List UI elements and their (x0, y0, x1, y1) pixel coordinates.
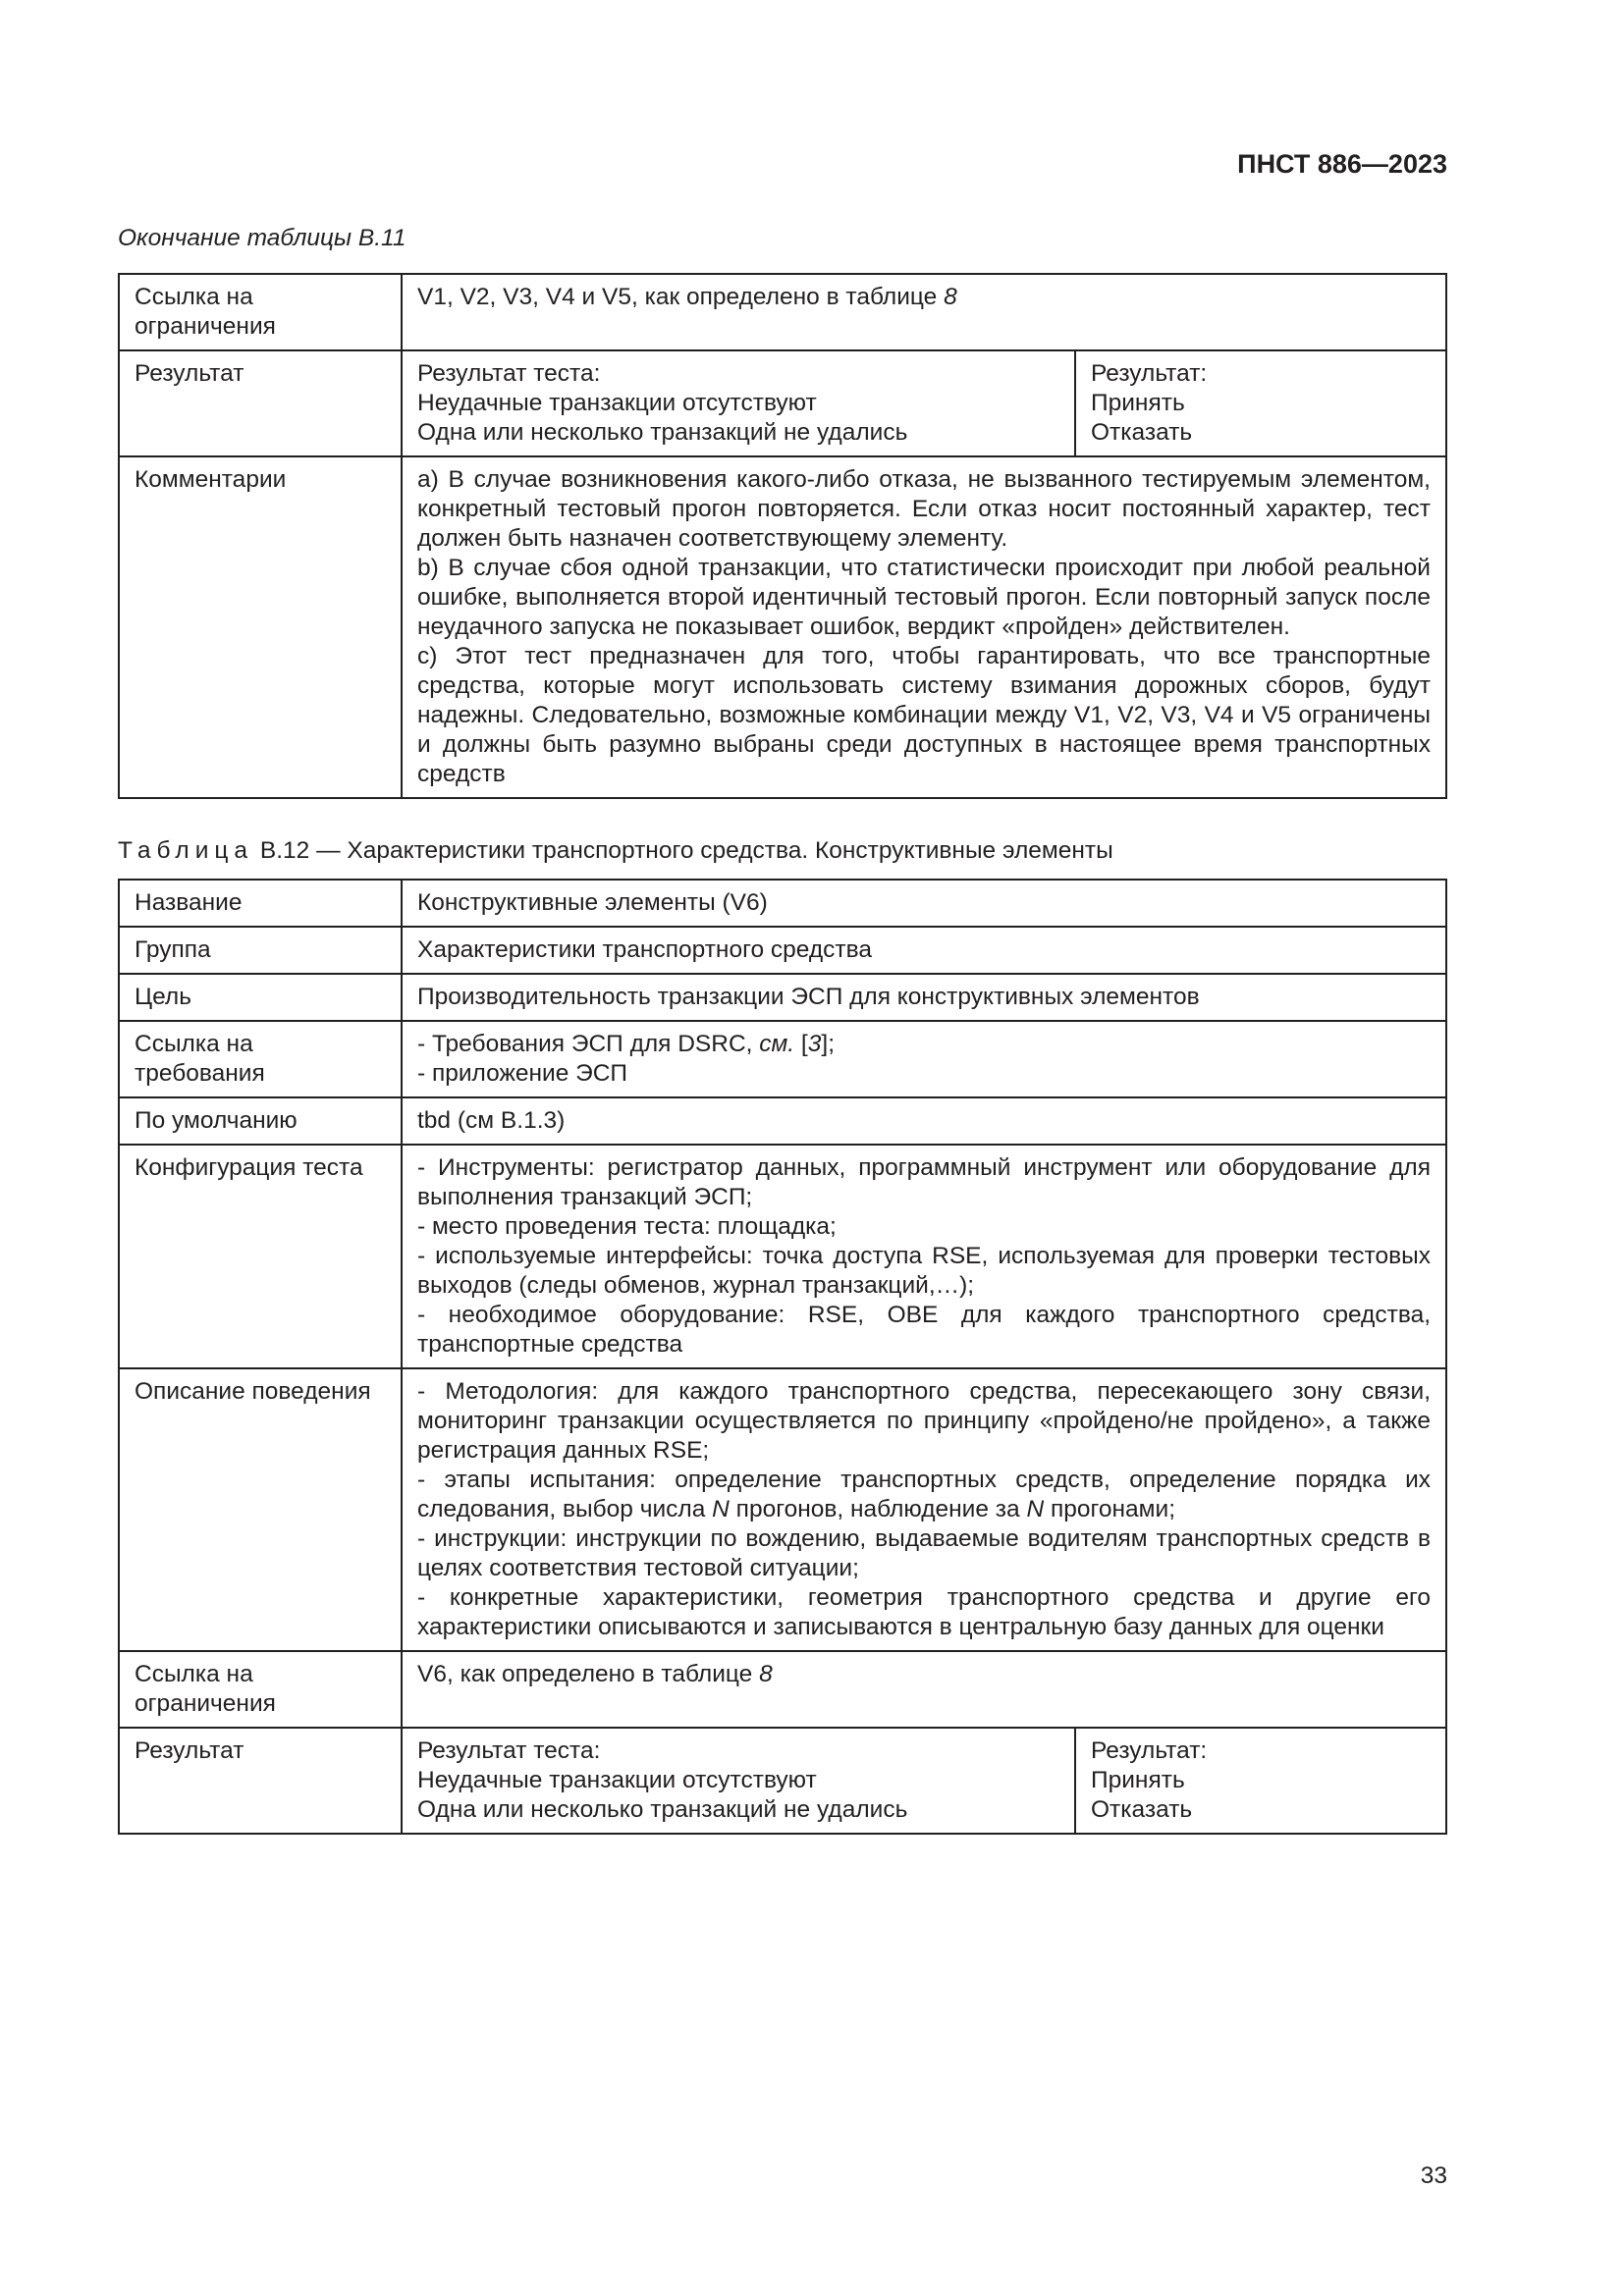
verdict-cell: Результат: Принять Отказать (1075, 350, 1446, 456)
list-item: - конкретные характеристики, геометрия транспортного средства и другие его характеристики описываются и записываются в центральную базу данных для оценки (417, 1584, 1431, 1640)
row-label: Ссылка на ограничения (119, 1651, 402, 1728)
row-label: Результат (119, 1728, 402, 1834)
row-label: Ссылка на требования (119, 1021, 402, 1097)
row-value: - Требования ЭСП для DSRC, см. [3]; - приложение ЭСП (402, 1021, 1446, 1097)
table-row-restrictions (119, 274, 1446, 350)
table-row-restrictions (119, 1651, 1446, 1728)
table-b11 (118, 273, 1447, 799)
row-label: Конфигурация теста (119, 1145, 402, 1368)
row-label: Название (119, 880, 402, 927)
list-item: - место проведения теста: площадка; (417, 1213, 837, 1240)
table-row-result (119, 1728, 1446, 1834)
row-label: Описание поведения (119, 1368, 402, 1651)
comment-a: a) В случае возникновения какого-либо отказа, не вызванного тестируемым элементом, конкретный тестовый прогон повторяется. Если отказ носит постоянный характер, тест должен быть назначен соответствующему элементу. (417, 466, 1431, 552)
document-code: ПНСТ 886—2023 (1237, 149, 1447, 179)
test-result-cell: Результат теста: Неудачные транзакции отсутствуют Одна или несколько транзакций не удались (402, 350, 1075, 456)
row-label: Результат (119, 350, 402, 456)
row-value: V1, V2, V3, V4 и V5, как определено в таблице 8 (402, 274, 1446, 350)
table-row-requirements (119, 1021, 1446, 1097)
behavior-cell (402, 1368, 1446, 1651)
table-row-default (119, 1097, 1446, 1145)
row-value: Характеристики транспортного средства (402, 927, 1446, 974)
list-item: - используемые интерфейсы: точка доступа RSE, используемая для проверки тестовых выходов (следы обменов, журнал транзакций,…); (417, 1243, 1431, 1299)
table-row-name (119, 880, 1446, 927)
table-row-goal (119, 974, 1446, 1021)
table-row-behavior (119, 1368, 1446, 1651)
table-row-group (119, 927, 1446, 974)
row-label: Комментарии (119, 456, 402, 798)
table-row-config (119, 1145, 1446, 1368)
list-item: - Методология: для каждого транспортного средства, пересекающего зону связи, мониторинг транзакции осуществляется по принципу «пройдено/не пройдено», а также регистрация данных RSE; (417, 1378, 1431, 1464)
row-value: Производительность транзакции ЭСП для конструктивных элементов (402, 974, 1446, 1021)
table-row-result (119, 350, 1446, 456)
comment-c: c) Этот тест предназначен для того, чтобы гарантировать, что все транспортные средства, которые могут использовать систему взимания дорожных сборов, будут надежны. Следовательно, возможные комбинации между V1, V2, V3, V4 и V5 ограничены и должны быть разумно выбраны среди доступных в настоящее время транспортных средств (417, 643, 1431, 787)
comments-cell (402, 456, 1446, 798)
list-item: - этапы испытания: определение транспортных средств, определение порядка их следования, выбор числа N прогонов, наблюдение за N прогонами; (417, 1467, 1431, 1522)
row-label: Цель (119, 974, 402, 1021)
row-label: По умолчанию (119, 1097, 402, 1145)
list-item: - необходимое оборудование: RSE, OBE для каждого транспортного средства, транспортные средства (417, 1302, 1431, 1358)
row-label: Ссылка на ограничения (119, 274, 402, 350)
list-item: - инструкции: инструкции по вождению, выдаваемые водителям транспортных средств в целях соответствия тестовой ситуации; (417, 1525, 1431, 1581)
test-result-cell: Результат теста: Неудачные транзакции отсутствуют Одна или несколько транзакций не удались (402, 1728, 1075, 1834)
row-label: Группа (119, 927, 402, 974)
page-number: 33 (1420, 2163, 1447, 2189)
table-b12-caption: Таблица В.12 — Характеристики транспортного средства. Конструктивные элементы (118, 837, 1113, 864)
table-b12 (118, 879, 1447, 1835)
list-item: - Инструменты: регистратор данных, программный инструмент или оборудование для выполнения транзакций ЭСП; (417, 1154, 1431, 1210)
verdict-cell: Результат: Принять Отказать (1075, 1728, 1446, 1834)
comment-b: b) В случае сбоя одной транзакции, что статистически происходит при любой реальной ошибке, выполняется второй идентичный тестовый прогон. Если повторный запуск после неудачного запуска не показывает ошибок, вердикт «пройден» действителен. (417, 555, 1431, 640)
row-value: Конструктивные элементы (V6) (402, 880, 1446, 927)
table-b11-continuation-title: Окончание таблицы В.11 (118, 225, 406, 251)
row-value: tbd (см В.1.3) (402, 1097, 1446, 1145)
table-row-comments (119, 456, 1446, 798)
row-value: V6, как определено в таблице 8 (402, 1651, 1446, 1728)
config-cell (402, 1145, 1446, 1368)
